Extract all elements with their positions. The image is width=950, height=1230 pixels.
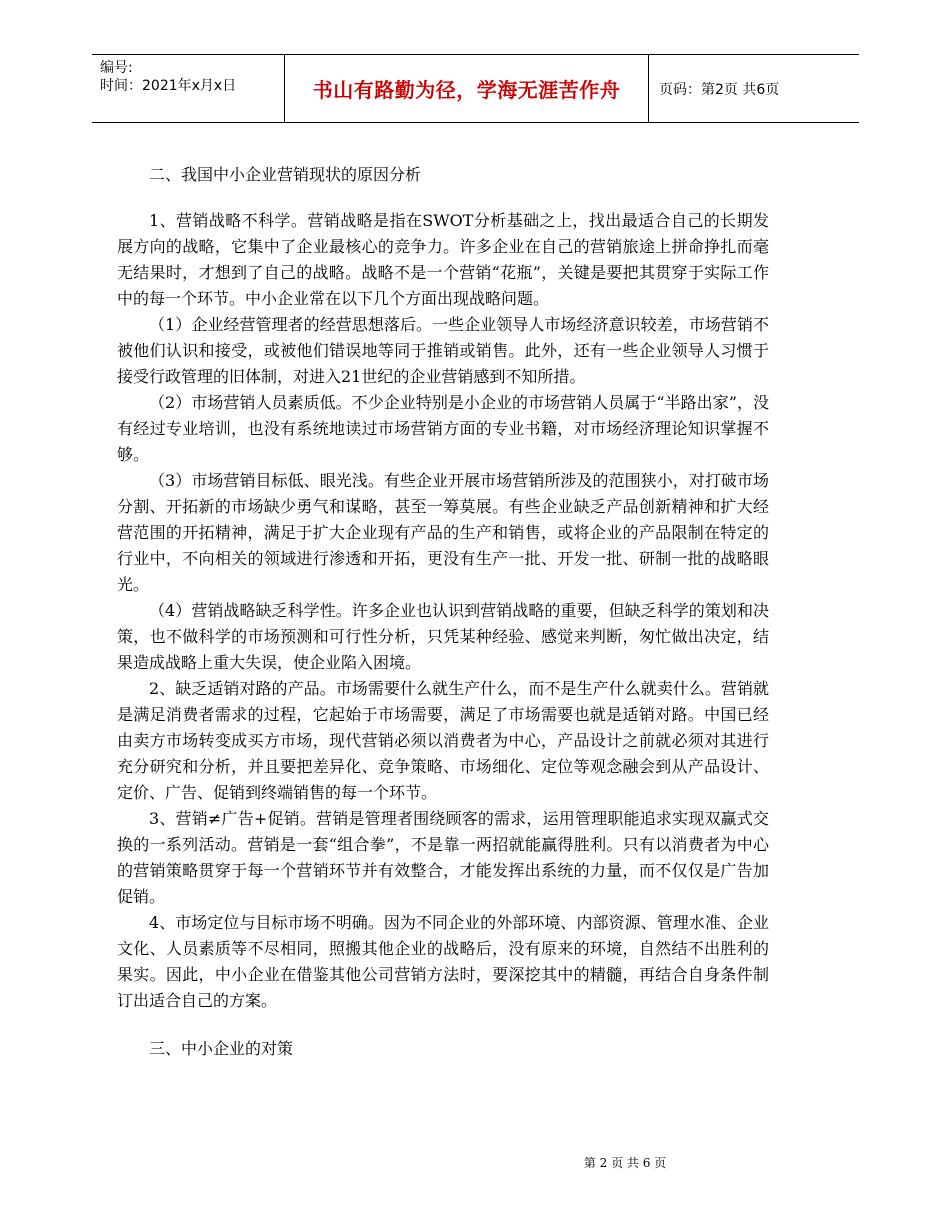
doc-time-label: 时间：2021年x月x日 <box>100 78 237 94</box>
paragraph-1: 1、营销战略不科学。营销战略是指在SWOT分析基础之上，找出最适合自己的长期发展方向的战略，它集中了企业最核心的竞争力。许多企业在自己的营销旅途上拼命挣扎而毫无结果时，才想到了自己的战略。战略不是一个营销“花瓶”，关键是要把其贯穿于实际工作中的每一个环节。中小企业常在以下几个方面出现战略问题。 <box>117 211 769 308</box>
doc-number-label: 编号: <box>100 60 133 76</box>
section-2-title: 二、我国中小企业营销现状的原因分析 <box>149 165 422 184</box>
paragraph-1-2: （2）市场营销人员素质低。不少企业特别是小企业的市场营销人员属于“半路出家”，没有经过专业培训，也没有系统地读过市场营销方面的专业书籍，对市场经济理论知识掌握不够。 <box>117 393 769 464</box>
paragraph-2: 2、缺乏适销对路的产品。市场需要什么就生产什么，而不是生产什么就卖什么。营销就是满足消费者需求的过程，它起始于市场需要，满足了市场需要也就是适销对路。中国已经由卖方市场转变成买方市场，现代营销必须以消费者为中心，产品设计之前就必须对其进行充分研究和分析，并且要把差异化、竞争策略、市场细化、定位等观念融会到从产品设计、定价、广告、促销到终端销售的每一个环节。 <box>117 679 769 802</box>
header-motto: 书山有路勤为径，学海无涯苦作舟 <box>285 55 649 122</box>
page-footer <box>0 1154 950 1171</box>
paragraph-3: 3、营销≠广告+促销。营销是管理者围绕顾客的需求，运用管理职能追求实现双赢式交换的一系列活动。营销是一套“组合拳”，不是靠一两招就能赢得胜利。只有以消费者为中心的营销策略贯穿于每一个营销环节并有效整合，才能发挥出系统的力量，而不仅仅是广告加促销。 <box>117 809 769 906</box>
footer-page-number: 第 2 页 共 6 页 <box>583 1156 667 1170</box>
document-body <box>117 162 769 1062</box>
paragraph-1-1: （1）企业经营管理者的经营思想落后。一些企业领导人市场经济意识较差，市场营销不被他们认识和接受，或被他们错误地等同于推销或销售。此外，还有一些企业领导人习惯于接受行政管理的旧体制，对进入21世纪的企业营销感到不知所措。 <box>117 315 769 386</box>
paragraph-4: 4、市场定位与目标市场不明确。因为不同企业的外部环境、内部资源、管理水准、企业文化、人员素质等不尽相同，照搬其他企业的战略后，没有原来的环境，自然结不出胜利的果实。因此，中小企业在借鉴其他公司营销方法时，要深挖其中的精髓，再结合自身条件制订出适合自己的方案。 <box>117 913 769 1010</box>
header-meta <box>92 55 285 122</box>
page-header <box>92 54 859 123</box>
section-3-title: 三、中小企业的对策 <box>149 1039 294 1058</box>
paragraph-1-4: （4）营销战略缺乏科学性。许多企业也认识到营销战略的重要，但缺乏科学的策划和决策，也不做科学的市场预测和可行性分析，只凭某种经验、感觉来判断，匆忙做出决定，结果造成战略上重大失误，使企业陷入困境。 <box>117 601 769 672</box>
paragraph-1-3: （3）市场营销目标低、眼光浅。有些企业开展市场营销所涉及的范围狭小，对打破市场分割、开拓新的市场缺少勇气和谋略，甚至一筹莫展。有些企业缺乏产品创新精神和扩大经营范围的开拓精神，满足于扩大企业现有产品的生产和销售，或将企业的产品限制在特定的行业中，不向相关的领域进行渗透和开拓，更没有生产一批、开发一批、研制一批的战略眼光。 <box>117 471 769 594</box>
header-page-info: 页码：第2页 共6页 <box>659 81 780 98</box>
